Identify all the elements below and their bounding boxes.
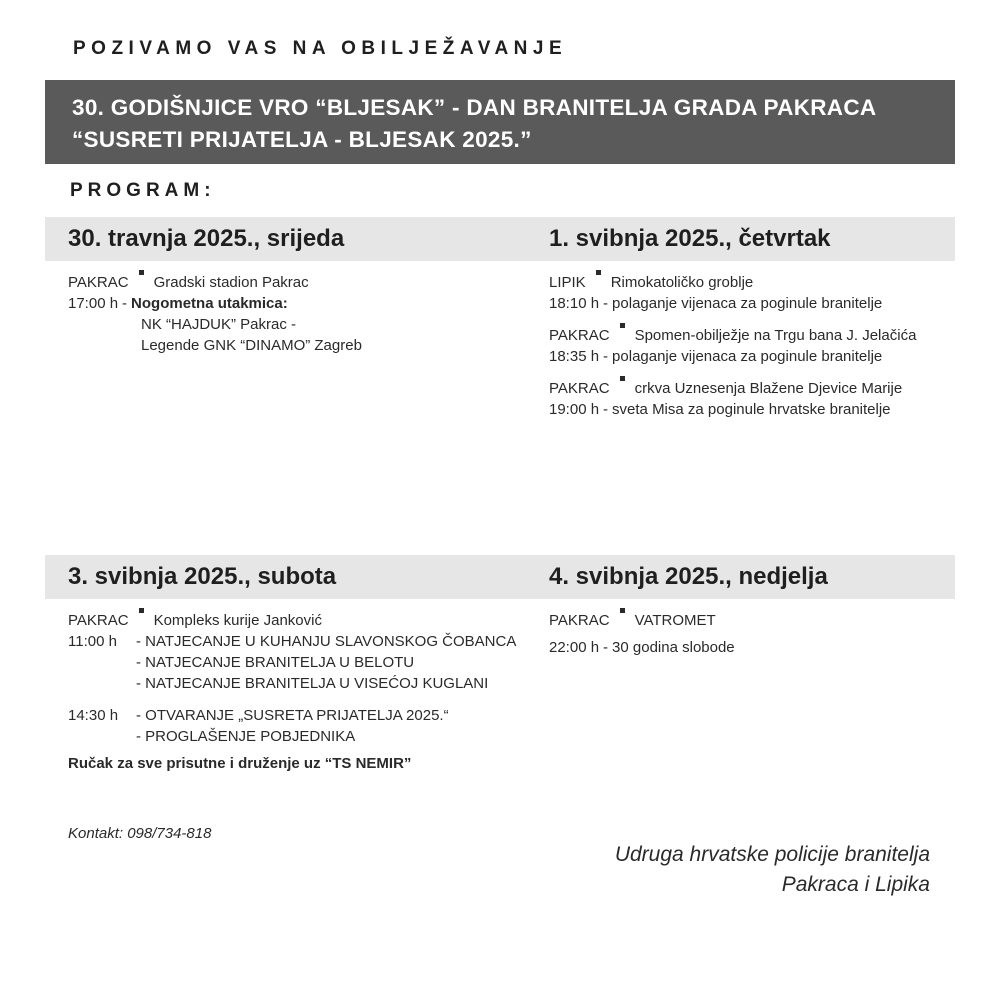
day-1-title: 30. travnja 2025., srijeda (68, 225, 345, 252)
dash-separator: - (603, 639, 609, 656)
activity-1: - NATJECANJE U KUHANJU SLAVONSKOG ČOBANCA (136, 633, 517, 650)
time-label: 14:30 h (68, 707, 119, 724)
day-1-event-row (68, 293, 362, 314)
bullet-icon (620, 323, 625, 328)
event-2-location-row (549, 325, 916, 346)
day-1-location-row (68, 272, 362, 293)
event-title: Nogometna utakmica: (131, 295, 288, 312)
org-line-2: Pakraca i Lipika (781, 873, 930, 896)
organization-signature (615, 840, 930, 900)
location-label: Kompleks kurije Janković (153, 612, 322, 629)
contact-info: Kontakt: 098/734-818 (68, 825, 212, 842)
activity-5: - PROGLAŠENJE POBJEDNIKA (136, 728, 356, 745)
title-banner (45, 80, 955, 164)
match-line-2: Legende GNK “DINAMO” Zagreb (141, 337, 362, 354)
place-label: PAKRAC (68, 274, 129, 291)
dash-separator: - (603, 401, 609, 418)
org-line-1: Udruga hrvatske policije branitelja (614, 843, 930, 866)
event-2-time-row (549, 346, 916, 367)
activity-2: - NATJECANJE BRANITELJA U BELOTU (136, 654, 415, 671)
time-label: 22:00 h (549, 639, 600, 656)
location-label: crkva Uznesenja Blažene Djevice Marije (634, 380, 903, 397)
bullet-icon (596, 270, 601, 275)
activity-3: - NATJECANJE BRANITELJA U VISEĆOJ KUGLANI (136, 675, 489, 692)
program-heading: PROGRAM: (70, 180, 216, 201)
day-3-location-row (68, 610, 516, 631)
event-desc: sveta Misa za poginule hrvatske branitelje (612, 401, 891, 418)
event-desc: 30 godina slobode (612, 639, 735, 656)
time-label: 17:00 h (68, 295, 119, 312)
dash-separator: - (603, 295, 609, 312)
day-4-title: 4. svibnja 2025., nedjelja (549, 563, 828, 590)
location-label: Rimokatoličko groblje (610, 274, 754, 291)
time-label: 19:00 h (549, 401, 600, 418)
lunch-note: Ručak za sve prisutne i druženje uz “TS NEMIR” (68, 755, 412, 772)
dash-separator: - (603, 348, 609, 365)
time-1-row (68, 631, 516, 652)
day-4-location-row (549, 610, 735, 631)
place-label: PAKRAC (549, 380, 610, 397)
event-3-time-row (549, 399, 916, 420)
bullet-icon (139, 608, 144, 613)
bullet-icon (620, 608, 625, 613)
event-1-location-row (549, 272, 916, 293)
banner-line-2: “SUSRETI PRIJATELJA - BLJESAK 2025.” (72, 127, 532, 152)
day-2-title: 1. svibnja 2025., četvrtak (549, 225, 831, 252)
location-label: Spomen-obilježje na Trgu bana J. Jelačića (634, 327, 917, 344)
event-3-location-row (549, 378, 916, 399)
bullet-icon (620, 376, 625, 381)
day-4-time-row (549, 637, 735, 658)
activity-4: - OTVARANJE „SUSRETA PRIJATELJA 2025.“ (136, 707, 449, 724)
banner-line-1: 30. GODIŠNJICE VRO “BLJESAK” - DAN BRANITELJA GRADA PAKRACA (72, 95, 877, 120)
time-label: 11:00 h (68, 633, 117, 650)
location-label: Gradski stadion Pakrac (153, 274, 309, 291)
place-label: PAKRAC (549, 327, 610, 344)
day-2-program (549, 272, 916, 420)
dash-separator: - (122, 295, 128, 312)
bullet-icon (139, 270, 144, 275)
event-desc: polaganje vijenaca za poginule branitelje (612, 295, 883, 312)
time-2-row (68, 705, 516, 726)
invite-heading: POZIVAMO VAS NA OBILJEŽAVANJE (73, 38, 568, 59)
day-3-program (68, 610, 516, 774)
event-1-time-row (549, 293, 916, 314)
day-3-title: 3. svibnja 2025., subota (68, 563, 337, 590)
place-label: PAKRAC (549, 612, 610, 629)
place-label: PAKRAC (68, 612, 129, 629)
place-label: LIPIK (549, 274, 586, 291)
match-line-1: NK “HAJDUK” Pakrac - (141, 316, 297, 333)
time-label: 18:10 h (549, 295, 600, 312)
day-4-program (549, 610, 735, 658)
day-1-program (68, 272, 362, 356)
location-label: VATROMET (634, 612, 716, 629)
event-desc: polaganje vijenaca za poginule branitelje (612, 348, 883, 365)
time-label: 18:35 h (549, 348, 600, 365)
